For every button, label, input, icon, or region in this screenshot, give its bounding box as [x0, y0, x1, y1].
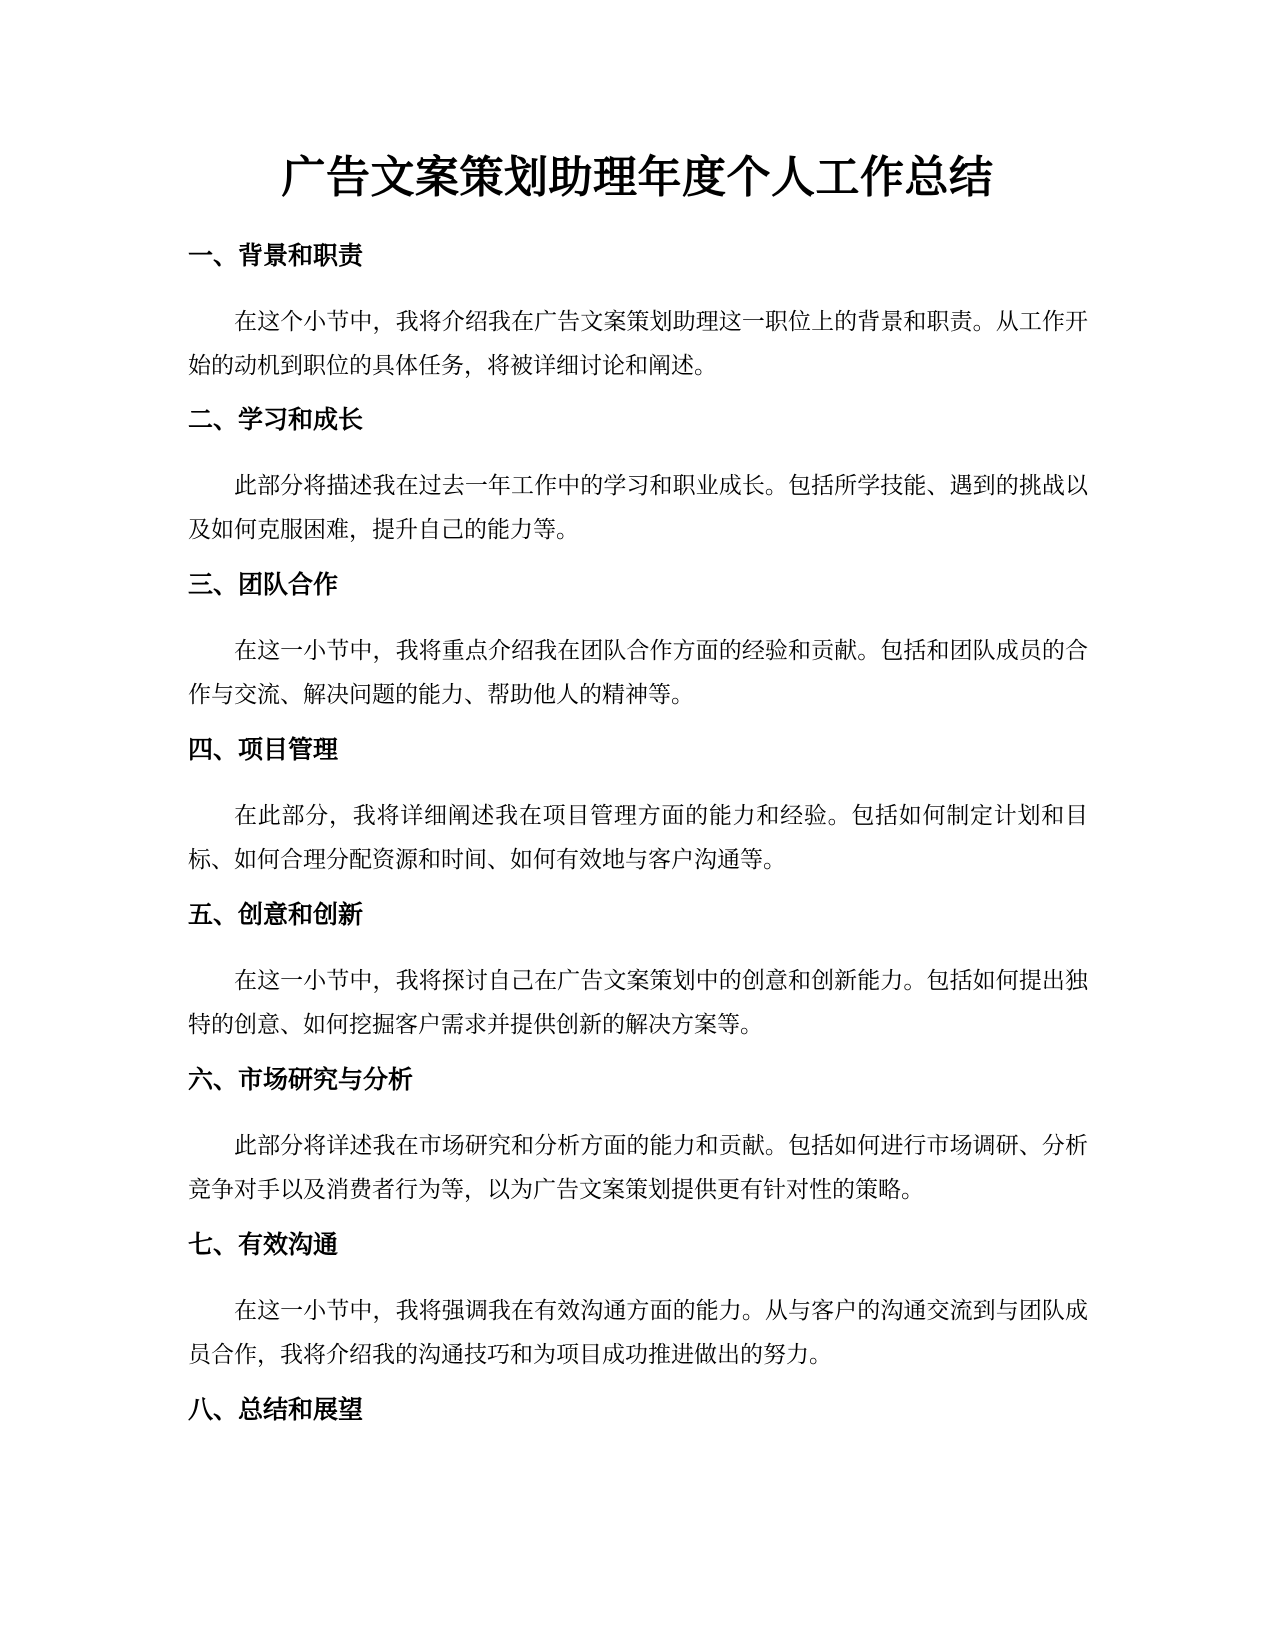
section-teamwork	[188, 567, 1088, 717]
section-communication	[188, 1227, 1088, 1377]
section-heading: 六、市场研究与分析	[188, 1065, 414, 1094]
section-heading: 七、有效沟通	[188, 1230, 339, 1259]
section-paragraph: 在这一小节中，我将重点介绍我在团队合作方面的经验和贡献。包括和团队成员的合作与交流、解决问题的能力、帮助他人的精神等。	[188, 638, 1088, 708]
section-heading: 五、创意和创新	[188, 900, 364, 929]
section-learning	[188, 402, 1088, 552]
page-title: 广告文案策划助理年度个人工作总结	[281, 152, 994, 203]
section-paragraph: 在这一小节中，我将强调我在有效沟通方面的能力。从与客户的沟通交流到与团队成员合作，我将介绍我的沟通技巧和为项目成功推进做出的努力。	[188, 1298, 1088, 1368]
section-paragraph: 此部分将描述我在过去一年工作中的学习和职业成长。包括所学技能、遇到的挑战以及如何克服困难，提升自己的能力等。	[188, 473, 1088, 543]
section-heading: 二、学习和成长	[188, 405, 364, 434]
section-market-research	[188, 1062, 1088, 1212]
section-heading: 四、项目管理	[188, 735, 339, 764]
section-heading: 八、总结和展望	[188, 1395, 364, 1424]
section-paragraph: 在这一小节中，我将探讨自己在广告文案策划中的创意和创新能力。包括如何提出独特的创意、如何挖掘客户需求并提供创新的解决方案等。	[188, 968, 1088, 1038]
section-creativity	[188, 897, 1088, 1047]
section-background	[188, 238, 1088, 388]
section-paragraph: 在这个小节中，我将介绍我在广告文案策划助理这一职位上的背景和职责。从工作开始的动机到职位的具体任务，将被详细讨论和阐述。	[188, 309, 1088, 379]
section-heading: 一、背景和职责	[188, 241, 364, 270]
section-heading: 三、团队合作	[188, 570, 339, 599]
section-paragraph: 在此部分，我将详细阐述我在项目管理方面的能力和经验。包括如何制定计划和目标、如何合理分配资源和时间、如何有效地与客户沟通等。	[188, 803, 1088, 873]
section-summary	[188, 1392, 1088, 1428]
section-paragraph: 此部分将详述我在市场研究和分析方面的能力和贡献。包括如何进行市场调研、分析竞争对手以及消费者行为等，以为广告文案策划提供更有针对性的策略。	[188, 1133, 1088, 1203]
section-project-management	[188, 732, 1088, 882]
